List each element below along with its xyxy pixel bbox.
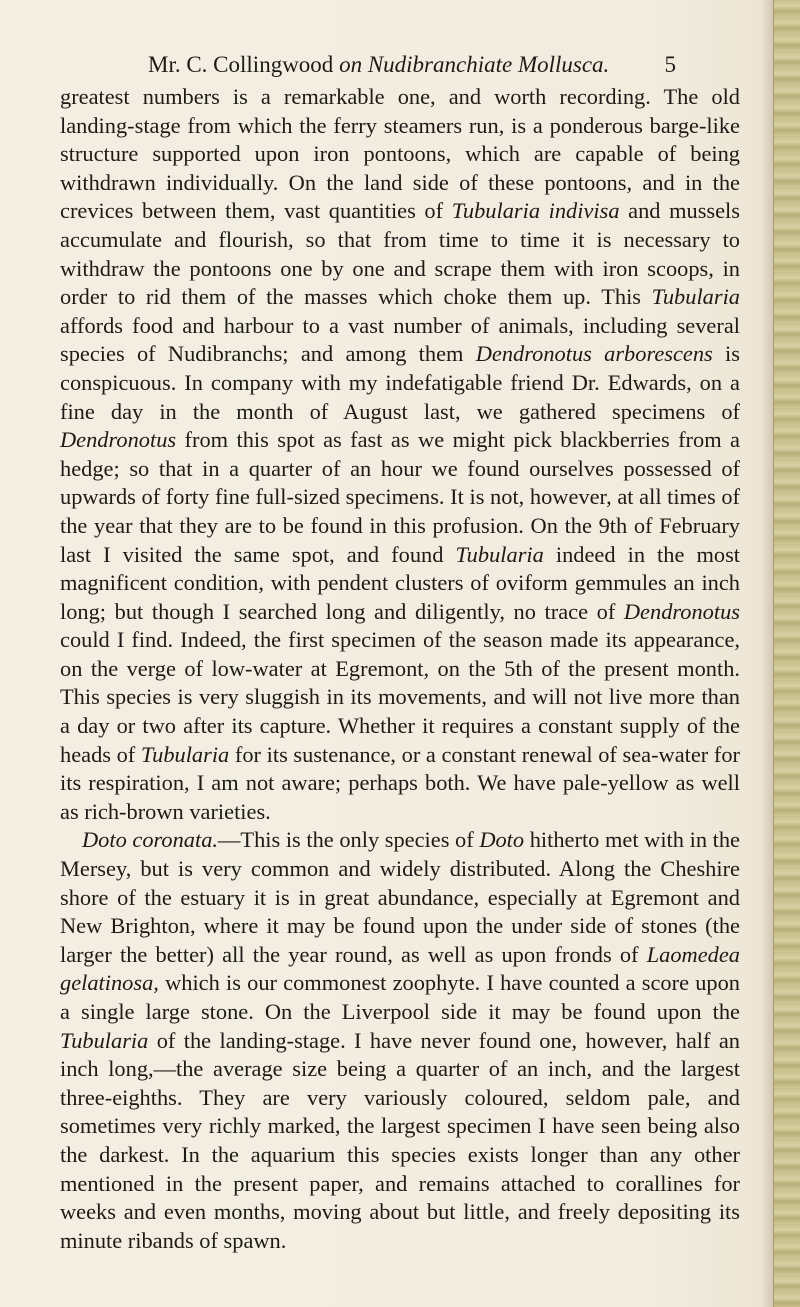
binding-shadow [760,0,774,1307]
text-run: greatest numbers is a remarkable one, and worth recording. The old landing-stage from which the ferry steamers run, is a ponderous barge-like structure supported upon iron pontoons, which are capable of being withdrawn individually. On the land side of these pontoons, and in the crevices between them, vast quantities of [60,84,740,224]
text-run: indeed in the most magnificent condition, with pendent clusters of oviform gemmules an inch long; but though I searched long and diligently, no trace of [60,541,741,624]
text-run: from this spot as fast as we might pick blackberries from a hedge; so that in a quarter of an hour we found ourselves possessed of upwards of forty fine full-sized specimens. It is not, however, at all times of the year that they are to be found in this profusion. On the 9th of February last I visited the same spot, and found [60,427,740,567]
text-run: for its sustenance, or a constant renewal of sea-water for its respiration, I am not aware; perhaps both. We have pale-yellow as well as rich-brown varieties. [60,741,741,824]
text-run: is conspicuous. In company with my indefatigable friend Dr. Edwards, on a fine day in the month of August last, we gathered specimens of [60,341,740,424]
species-name: Tubularia [140,741,230,767]
paragraph-dendronotus [60,83,740,826]
text-run: —This is the only species of [218,827,480,853]
species-name: Laomedea gelatinosa, [60,941,740,996]
text-run: and mussels accumulate and flourish, so that from time to time it is necessary to withdraw the pontoons one by one and scrape them with iron scoops, in order to rid them of the masses which choke them up. This [60,198,740,310]
book-binding-edge [773,0,800,1307]
text-run: hitherto met with in the Mersey, but is very common and widely distributed. Along the Cheshire shore of the estuary it is in great abundance, especially at Egremont and New Brighton, where it may be found upon the under side of stones (the larger the better) all the year round, as well as upon fronds of [60,827,740,967]
running-on: on [339,52,368,77]
running-title-text: Nudibranchiate Mollusca. [367,52,610,77]
species-name: Dendronotus [60,427,177,453]
species-name: Doto [479,827,525,853]
text-run: could I find. Indeed, the first specimen of the season made its appearance, on the verge of low-water at Egremont, on the 5th of the present month. This species is very sluggish in its movements, and will not live more than a day or two after its capture. Whether it requires a constant supply of the heads of [60,627,740,767]
species-name: Dendronotus [623,598,740,624]
running-header [120,50,676,80]
species-name: Tubularia [60,1027,149,1053]
paragraph-doto [60,826,740,1255]
text-run: of the landing-stage. I have never found one, however, half an inch long,—the average size being a quarter of an inch, and the largest three-eighths. They are very variously coloured, seldom pale, and sometimes very richly marked, the largest specimen I have seen being also the darkest. In the aquarium this species exists longer than any other mentioned in the present paper, and remains attached to corallines for weeks and even months, moving about but little, and freely depositing its minute ribands of spawn. [60,1027,740,1253]
text-run: affords food and harbour to a vast number of animals, including several species of Nudibranchs; and among them [60,312,740,367]
running-title [148,50,609,80]
species-name: Dendronotus arborescens [475,341,713,367]
page-number: 5 [664,52,676,77]
running-author: Mr. C. Collingwood [148,52,340,77]
species-name: Tubularia indivisa [451,198,620,224]
text-run: which is our commonest zoophyte. I have counted a score upon a single large stone. On the Liverpool side it may be found upon the [60,970,740,1024]
article-body [60,83,740,1255]
species-name: Tubularia [651,284,740,310]
species-heading: Doto coronata. [82,827,219,853]
species-name: Tubularia [455,541,544,567]
